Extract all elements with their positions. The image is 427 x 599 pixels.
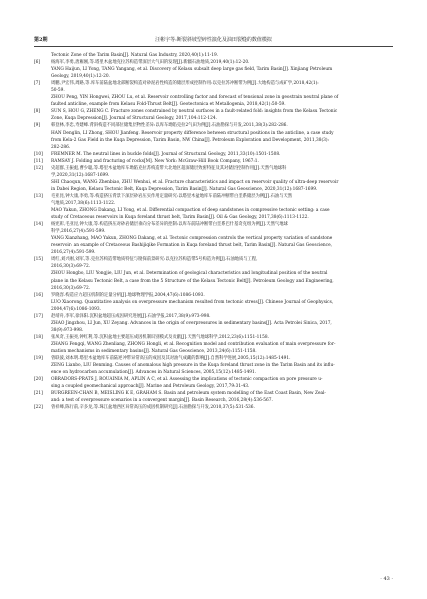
reference-text-line: and: a test of overpressure scenarios in a convergent margin[J]. Basin Research, 2016,28(4):536-567. (51, 398, 273, 404)
reference-text-line: faulted anticline, example from Kelasu Fold-Thrust Belt[J]. Geotectonica et Metallogenia, 2018,42(1):50-59. (51, 102, 286, 108)
reference-number: [13] (34, 193, 43, 199)
reference-text-line: ZENG Lianbo, LIU Benming. Causes of anomalous high pressure in the Kuqa foreland thrust zone in the Tarim Basin and its influ- (51, 363, 335, 369)
reference-text-line: 2016,30(3):69-72. (51, 264, 91, 270)
reference-text-line: 2004,47(6):1086-1093. (51, 306, 101, 312)
reference-text-line: RAMSAY J. Folding and fracturing of rocks[M]. New York: McGraw-Hill Book Company, 1967:1. (51, 158, 259, 164)
page-number: · 43 · (380, 576, 393, 582)
reference-item (34, 390, 393, 404)
reference-text-line: 毛亚昆,钟大康,李勇,等.构造挤压背景下深层砂岩压实作用定量研究:以塔里木盆地库车前陆冲断带白垩系储层为例[J].石油与天然 (51, 193, 293, 199)
reference-number: [12] (34, 165, 43, 171)
reference-text-line: 杨海军,李勇,唐雁刚,等.塔里木盆地克拉苏构造带深层大气田的发现[J].新疆石油地质,2019,40(1):12-20. (51, 60, 250, 66)
reference-text-line: Zone, Kuqa Depression[J]. Journal of Structural Geology, 2017,104:112-124. (51, 116, 217, 122)
reference-text-line: ZHOU Peng, YIN Hongwei, ZHOU Lu, et al. Reservoir controlling factor and forecast of tensional zone in geostrain neutral plane of (51, 95, 339, 101)
reference-text-line: ZHOU Hongbo, LIU Yongjie, LIU Jun, et al. Determination of geological characteristics and longitudinal position of the neutral (51, 271, 328, 277)
running-header (34, 36, 393, 47)
reference-text-line: 学,2020,31(12):1687-1699. (51, 172, 110, 178)
reference-number: [16] (34, 292, 43, 298)
reference-text-line: ZHAO Jingzhou, LI Jun, XU Zeyang. Advances in the origin of overpressures in sedimentary basins[J]. Acta Petrolei Sinica, 2017, (51, 320, 332, 326)
reference-item (34, 158, 393, 165)
reference-text-line: YANG Xianzhang, MAO Yakun, ZHONG Dakang, et al. Tectonic compression controls the vertical property variation of sandstone (51, 236, 333, 242)
reference-item (34, 221, 393, 256)
reference-text-line: 38(9):973-998. (51, 327, 84, 333)
reference-text-line: 2016,27(4):591-599. (51, 250, 96, 256)
reference-item (34, 193, 393, 221)
reference-item (34, 334, 393, 355)
reference-text-line: HAN Denglin, LI Zhong, SHOU Jianfeng. Reservoir property difference between structural positions in the anticline, a case study (51, 130, 334, 136)
reference-item (34, 256, 393, 291)
reference-number: [15] (34, 257, 43, 263)
reference-text-line: LUO Xiaorong. Quantitative analysis on overpressure mechanism resulted from tectonic stress[J]. Chinese Journal of Geophysics, (51, 299, 334, 305)
issue-label: 第2期 (34, 37, 48, 43)
reference-number: [10] (34, 151, 43, 157)
reference-item (34, 376, 393, 390)
reference-text-line: 气地质,2017,38(6):1113-1122. (51, 200, 116, 206)
reference-text-line: SHI Chaoqun, WANG Zhenbiao, ZHU Wenhui, et al. Fracture characteristics and impact on reservoir quality of ultra-deep reservoir (51, 179, 339, 185)
reference-item (34, 404, 393, 411)
reference-text-line: 50-59. (51, 88, 65, 94)
reference-text-line: ZHANG Fengqi, WANG Zhenliang, ZHONG Hongli, et al. Recognition model and contribution evaluation of main overpressure for- (51, 341, 336, 347)
reference-text-line: 史超群,王振彪,曹少聪,等.塔里木盆地库车坳陷克拉苏构造带大北地区超深储层致密特征及其对储层控制作用[J].天然气地球科 (51, 165, 287, 171)
reference-text-line: 2016,30(3):69-72. (51, 285, 91, 291)
reference-number: [8] (34, 109, 41, 115)
reference-number: [17] (34, 313, 43, 319)
reference-text-line: OBRADORS-PRATS J, ROUAINIA M, APLIN A C, et al. Assessing the implications of tectonic compaction on pore pressure u- (51, 377, 323, 383)
reference-text-line: MAO Yakun, ZHONG Dakang, LI Yong, et al. Differential compaction of deep sandstones in compressive tectonic setting: a case (51, 208, 330, 214)
reference-text-line: 282-286. (51, 144, 71, 150)
reference-item (34, 355, 393, 376)
reference-text-line: 曾联波,刘本明.塔里木盆地库车前陆逆冲带异常高压的成因及其对油气成藏的影响[J].自然科学进展,2005,15(12):1485-1491. (51, 356, 291, 362)
reference-item (34, 292, 393, 313)
reference-text-line: from Kela-2 Gas Field in the Kuqa Depression, Tarim Basin, NW China[J]. Petroleum Exploration and Development, 2011,38(3): (51, 137, 330, 143)
reference-text-line: 张凤奇,王振亮,钟红利,等.沉积盆地主要超压成因机制识别模式及贡献[J].天然气地球科学,2012,23(6):1151-1158. (51, 334, 269, 340)
reference-text-line: mation mechanisms in sedimentary basins[J]. Natural Gas Geoscience, 2013,24(6):1151-1158. (51, 348, 257, 354)
reference-number: [18] (34, 334, 43, 340)
reference-item (34, 122, 393, 150)
reference-text-line: 罗晓容.构造应力超压机制的定量分析[J].地球物理学报,2004,47(6):1086-1093. (51, 292, 205, 298)
reference-number: [7] (34, 81, 41, 87)
reference-text-line: Tectonic Zone of the Tarim Basin[J]. Natural Gas Industry, 2020,40(1):11-19. (51, 53, 219, 58)
reference-number: [19] (34, 356, 43, 362)
reference-text-line: reservoir: an example of Cretaceous Bashijiqike Formation in Kuqa foreland thrust belt, Tarim Basin[J]. Natural Gas Geoscience, (51, 243, 332, 249)
reference-item (34, 151, 393, 158)
reference-number: [21] (34, 391, 43, 397)
reference-text-line: 科学,2016,27(4):591-599. (51, 229, 106, 235)
reference-item (34, 80, 393, 108)
running-title: 汪彬宇等:断裂斜坡型碎性演化及油田裂缝的数值模拟 (155, 37, 272, 43)
reference-text-line: YANG Haijun, LI Yong, TANG Yangang, et al. Discovery of Kelasu subsalt deep large gas field, Tarim Basin[J]. Xinjiang Petroleum (51, 67, 333, 73)
reference-number: [11] (34, 158, 43, 164)
reference-text-line: sing a coupled geomechanical approach[J]. Marine and Petroleum Geology, 2017,79:31-43. (51, 384, 250, 390)
reference-number: [9] (34, 123, 41, 129)
reference-item (34, 313, 393, 334)
reference-number: [20] (34, 377, 43, 383)
reference-text-line: ence on hydrocarbon accumulation[J]. Advances in Natural Sciences, 2005,15(12):1485-1491. (51, 370, 257, 376)
reference-text-line: Geology, 2019,40(1):12-20. (51, 74, 110, 80)
reference-text-line: BURGREEN-CHAN B, MEISLING K E, GRAHAM S. Basin and petroleum system modelling of the East Coast Basin, New Zeal- (51, 391, 326, 397)
reference-text-line: 赵靖舟,李军,徐泽阳.沉积盆地超压成因研究进展[J].石油学报,2017,38(9):973-998. (51, 313, 211, 319)
reference-number: [14] (34, 222, 43, 228)
reference-text-line: 周红,刘兴刚,刘军,等.克拉苏构造带地质特征与勘探前景研究:以克拉苏构造带5号构造为例[J].石油地质与工程, (51, 257, 258, 263)
reference-text-line: 曾祥峰,陈行前,辛多龙,等.珠江盆地西区异常高压的成因机制研究[J].石油勘探与开发,2010,37(5):531-536. (51, 405, 255, 411)
reference-item (34, 165, 393, 193)
reference-item (34, 108, 393, 122)
reference-item (34, 59, 393, 80)
reference-item (34, 52, 393, 59)
reference-text-line: 杨宪彰,毛亚昆,钟大康,等.构造挤压对砂岩储层垂向分布差异的控制:以库车前陆冲断带白垩系巴什基奇克组为例[J].天然气地球 (51, 222, 288, 228)
reference-text-line: plane in the Kelasu Tectonic Belt, a case from the 5 Structure of the Kelasu Tectonic Belt[J]. Petroleum Geology and Engineering, (51, 278, 334, 284)
reference-number: [22] (34, 405, 43, 411)
reference-text-line: study of Cretaceous reservoirs in Kuqa foreland thrust belt, Tarim Basin[J]. Oil & Gas Geology, 2017,38(6):1113-1122. (51, 215, 309, 221)
reference-text-line: 周鹏,尹宏伟,周路,等.库车前陆盆地北部断裂构造对砂泥岩性构造的储层形成控制作用:以克拉苏冲断带为例[J].大地构造与成矿学,2018,42(1): (51, 81, 319, 87)
reference-text-line: FREMNER M. The neutral lines in buckle folds[J]. Journal of Structural Geology, 2011,33(10):1501-1508. (51, 151, 281, 157)
reference-list (34, 52, 393, 411)
reference-number: [6] (34, 60, 41, 66)
reference-text-line: 韩登林,李忠,寿建峰.背斜构造不同部位储集层物性差异:以库车坳陷克拉2气田为例[J].石油勘探与开发,2011,38(3):282-286. (51, 123, 288, 129)
reference-text-line: in Dabei Region, Kelasu Tectonic Belt, Kuqa Depression, Tarim Basin[J]. Natural Gas Geoscience, 2020,31(12):1687-1699. (51, 186, 318, 192)
reference-text-line: SUN S, HOU G, ZHENG C. Fracture zones constrained by neutral surfaces in a fault-related fold: insights from the Kelasu Tectonic (51, 109, 338, 115)
